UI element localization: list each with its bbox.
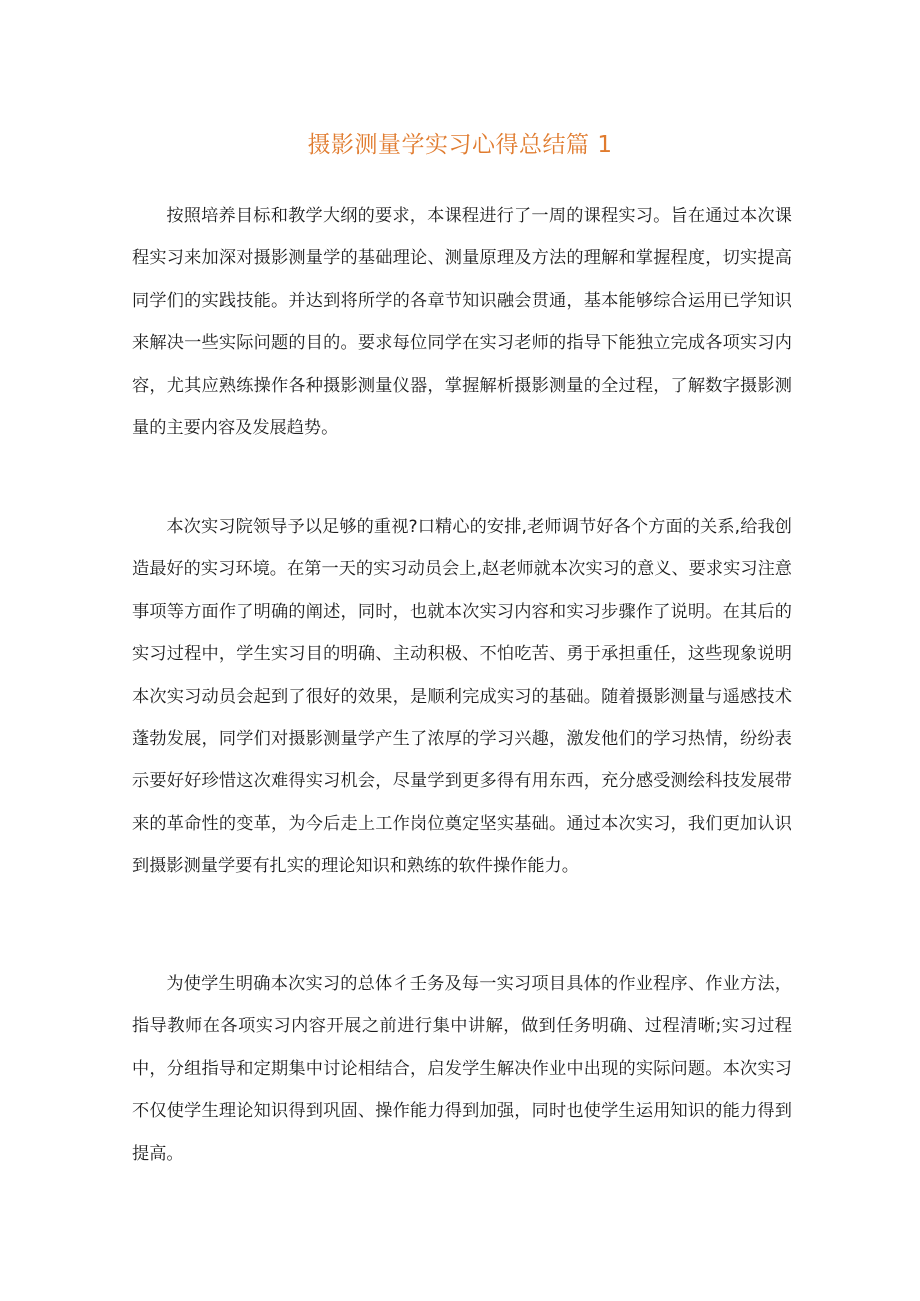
paragraph-2: 本次实习院领导予以足够的重视?口精心的安排,老师调节好各个方面的关系,给我创造最好的实习环境。在第一天的实习动员会上,赵老师就本次实习的意义、要求实习注意事项等方面作了明确的阐述，同时，也就本次实习内容和实习步骤作了说明。在其后的实习过程中，学生实习目的明确、主动积极、不怕吃苦、勇于承担重任，这些现象说明本次实习动员会起到了很好的效果，是顺利完成实习的基础。随着摄影测量与遥感技术蓬勃发展，同学们对摄影测量学产生了浓厚的学习兴趣，激发他们的学习热情，纷纷表示要好好珍惜这次难得实习机会，尽量学到更多得有用东西，充分感受测绘科技发展带来的革命性的变革，为今后走上工作岗位奠定坚实基础。通过本次实习，我们更加认识到摄影测量学要有扎实的理论知识和熟练的软件操作能力。 bbox=[132, 517, 792, 877]
paragraph-3: 为使学生明确本次实习的总体彳壬务及每一实习项目具体的作业程序、作业方法，指导教师在各项实习内容开展之前进行集中讲解，做到任务明确、过程清晰;实习过程中，分组指导和定期集中讨论相结合，启发学生解决作业中出现的实际问题。本次实习不仅使学生理论知识得到巩固、操作能力得到加强，同时也使学生运用知识的能力得到提高。 bbox=[132, 974, 792, 1164]
document-title: 摄影测量学实习心得总结篇 1 bbox=[307, 132, 613, 158]
paragraph-1: 按照培养目标和教学大纲的要求，本课程进行了一周的课程实习。旨在通过本次课程实习来加深对摄影测量学的基础理论、测量原理及方法的理解和掌握程度，切实提高同学们的实践技能。并达到将所学的各章节知识融会贯通，基本能够综合运用已学知识来解决一些实际问题的目的。要求每位同学在实习老师的指导下能独立完成各项实习内容，尤其应熟练操作各种摄影测量仪器，掌握解析摄影测量的全过程，了解数字摄影测量的主要内容及发展趋势。 bbox=[132, 206, 792, 439]
